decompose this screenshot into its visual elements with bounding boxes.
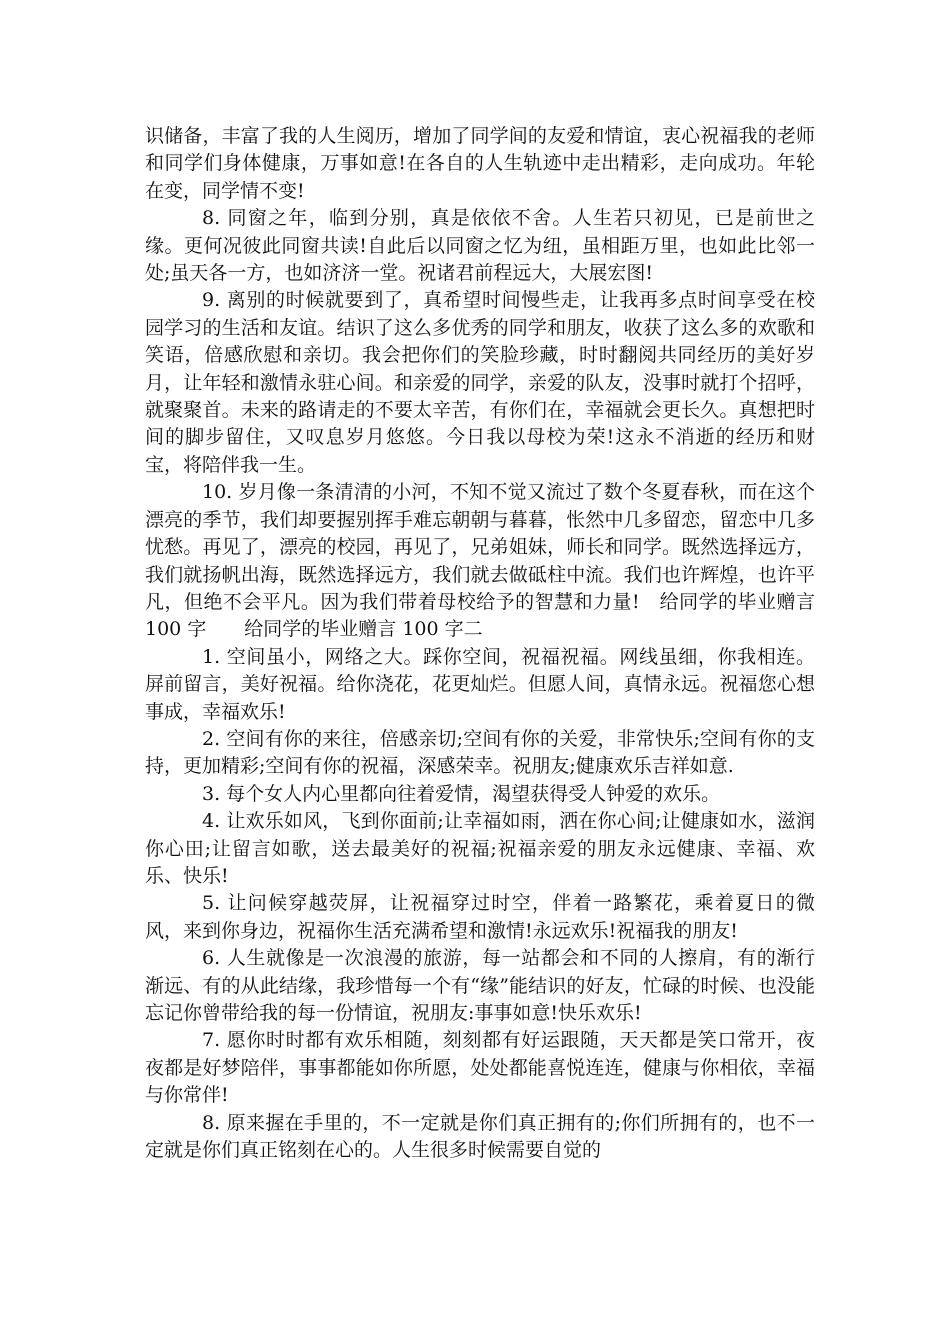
paragraph: 4. 让欢乐如风，飞到你面前;让幸福如雨，洒在你心间;让健康如水，滋润你心田;让留言如歌，送去最美好的祝福;祝福亲爱的朋友永远健康、幸福、欢乐、快乐! xyxy=(145,810,815,887)
paragraph: 1. 空间虽小，网络之大。踩你空间，祝福祝福。网线虽细，你我相连。屏前留言，美好祝福。给你浇花，花更灿烂。但愿人间，真情永远。祝福您心想事成，幸福欢乐! xyxy=(145,645,815,723)
paragraph: 6. 人生就像是一次浪漫的旅游，每一站都会和不同的人擦肩，有的渐行渐远、有的从此结缘，我珍惜每一个有“缘”能结识的好友，忙碌的时候、也没能忘记你曾带给我的每一份情谊，祝朋友:事事如意!快乐欢乐! xyxy=(145,947,815,1024)
paragraph: 10. 岁月像一条清清的小河，不知不觉又流过了数个冬夏春秋，而在这个漂亮的季节，我们却要握别挥手难忘朝朝与暮暮，怅然中几多留恋，留恋中几多忧愁。再见了，漂亮的校园，再见了，兄弟姐妹，师长和同学。既然选择远方，我们就扬帆出海，既然选择远方，我们就去做砥柱中流。我们也许辉煌，也许平凡，但绝不会平凡。因为我们带着母校给予的智慧和力量! 给同学的毕业赠言 100 字 给同学的毕业赠言 100 字二 xyxy=(145,481,815,641)
paragraph: 7. 愿你时时都有欢乐相随，刻刻都有好运跟随，天天都是笑口常开，夜夜都是好梦陪伴，事事都能如你所愿，处处都能喜悦连连，健康与你相依，幸福与你常伴! xyxy=(145,1029,815,1107)
document-body xyxy=(145,123,815,1164)
paragraph: 2. 空间有你的来往，倍感亲切;空间有你的关爱，非常快乐;空间有你的支持，更加精彩;空间有你的祝福，深感荣幸。祝朋友;健康欢乐吉祥如意. xyxy=(145,727,815,778)
paragraph: 5. 让问候穿越荧屏，让祝福穿过时空，伴着一路繁花，乘着夏日的微风，来到你身边，祝福你生活充满希望和激情!永远欢乐!祝福我的朋友! xyxy=(145,892,815,942)
paragraph: 识储备，丰富了我的人生阅历，增加了同学间的友爱和情谊，衷心祝福我的老师和同学们身体健康，万事如意!在各自的人生轨迹中走出精彩，走向成功。年轮在变，同学情不变! xyxy=(145,125,815,202)
paragraph: 8. 同窗之年，临到分别，真是依依不舍。人生若只初见，已是前世之缘。更何况彼此同窗共读!自此后以同窗之忆为纽，虽相距万里，也如此比邻一处;虽天各一方，也如济济一堂。祝诸君前程远大，大展宏图! xyxy=(145,207,815,285)
paragraph: 8. 原来握在手里的，不一定就是你们真正拥有的;你们所拥有的，也不一定就是你们真正铭刻在心的。人生很多时候需要自觉的 xyxy=(145,1111,815,1162)
paragraph: 3. 每个女人内心里都向往着爱情，渴望获得受人钟爱的欢乐。 xyxy=(202,782,721,805)
paragraph: 9. 离别的时候就要到了，真希望时间慢些走，让我再多点时间享受在校园学习的生活和友谊。结识了这么多优秀的同学和朋友，收获了这么多的欢歌和笑语，倍感欣慰和亲切。我会把你们的笑脸珍藏，时时翻阅共同经历的美好岁月，让年轻和激情永驻心间。和亲爱的同学，亲爱的队友，没事时就打个招呼，就聚聚首。未来的路请走的不要太辛苦，有你们在，幸福就会更长久。真想把时间的脚步留住，又叹息岁月悠悠。今日我以母校为荣!这永不消逝的经历和财宝，将陪伴我一生。 xyxy=(145,289,815,476)
